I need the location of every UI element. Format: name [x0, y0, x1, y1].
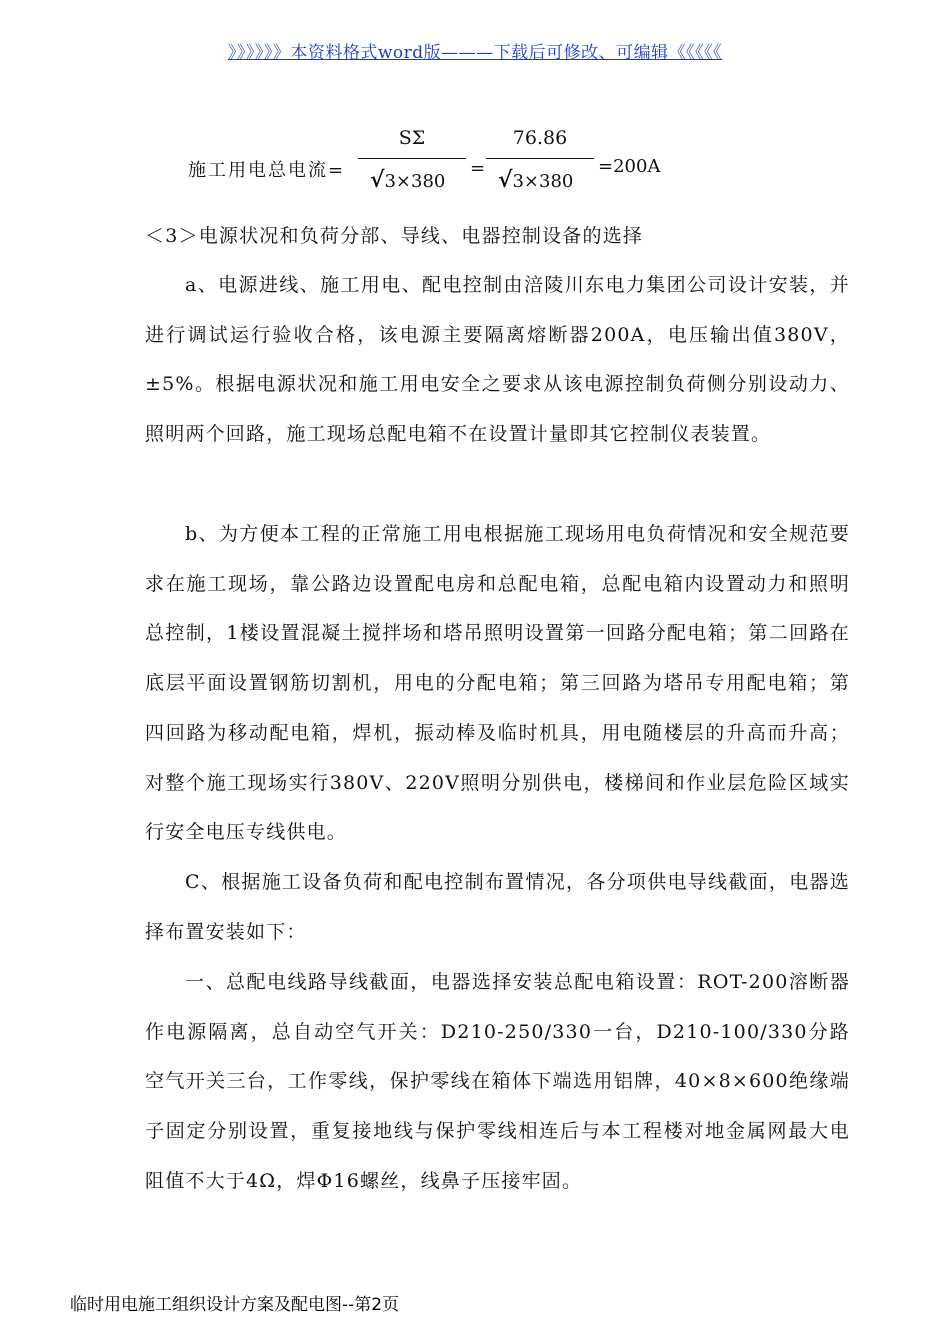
fraction-numerator: SΣ: [398, 127, 426, 149]
sqrt-icon: √: [498, 167, 513, 193]
paragraph-c: C、根据施工设备负荷和配电控制布置情况，各分项供电导线截面，电器选择布置安装如下：: [145, 871, 850, 943]
fraction-symbolic: [358, 124, 466, 195]
formula-equals: =: [470, 158, 486, 179]
fraction-numeric: [486, 124, 594, 195]
current-formula: [188, 124, 788, 214]
formula-result: =200A: [598, 156, 661, 177]
fraction-bar: [358, 158, 466, 159]
page-footer: 临时用电施工组织设计方案及配电图--第2页: [70, 1295, 400, 1315]
formula-label: 施工用电总电流=: [188, 160, 346, 181]
denominator-text: 3×380: [512, 171, 574, 192]
denominator-text: 3×380: [384, 171, 446, 192]
sqrt-icon: √: [370, 167, 385, 193]
fraction-denominator: [358, 165, 466, 195]
paragraph-b: b、为方便本工程的正常施工用电根据施工现场用电负荷情况和安全规范要求在施工现场，靠公路边设置配电房和总配电箱，总配电箱内设置动力和照明总控制，1楼设置混凝土搅拌场和塔吊照明设置第一回路分配电箱；第二回路在底层平面设置钢筋切割机，用电的分配电箱；第三回路为塔吊专用配电箱；第四回路为移动配电箱，焊机，振动棒及临时机具，用电随楼层的升高而升高；对整个施工现场实行380V、220V照明分别供电，楼梯间和作业层危险区域实行安全电压专线供电。: [145, 523, 850, 844]
fraction-denominator: [486, 165, 594, 195]
download-banner: 》》》》》》本资料格式word版———下载后可修改、可编辑《《《《《: [227, 43, 723, 63]
fraction-bar: [486, 158, 594, 159]
paragraph-main-distribution: 一、总配电线路导线截面，电器选择安装总配电箱设置：ROT-200溶断器作电源隔离，总自动空气开关：D210-250/330一台，D210-100/330分路空气开关三台，工作零线，保护零线在箱体下端选用铝牌，40×8×600绝缘端子固定分别设置，重复接地线与保护零线相连后与本工程楼对地金属网最大电阻值不大于4Ω，焊Φ16螺丝，线鼻子压接牢固。: [145, 971, 850, 1192]
paragraph-a: a、电源进线、施工用电、配电控制由涪陵川东电力集团公司设计安装，并进行调试运行验收合格，该电源主要隔离熔断器200A，电压输出值380V，±5%。根据电源状况和施工用电安全之要求从该电源控制负荷侧分别设动力、照明两个回路，施工现场总配电箱不在设置计量即其它控制仪表装置。: [145, 274, 850, 446]
section-heading: ＜3＞电源状况和负荷分部、导线、电器控制设备的选择: [145, 225, 644, 247]
fraction-numerator: 76.86: [512, 127, 568, 149]
